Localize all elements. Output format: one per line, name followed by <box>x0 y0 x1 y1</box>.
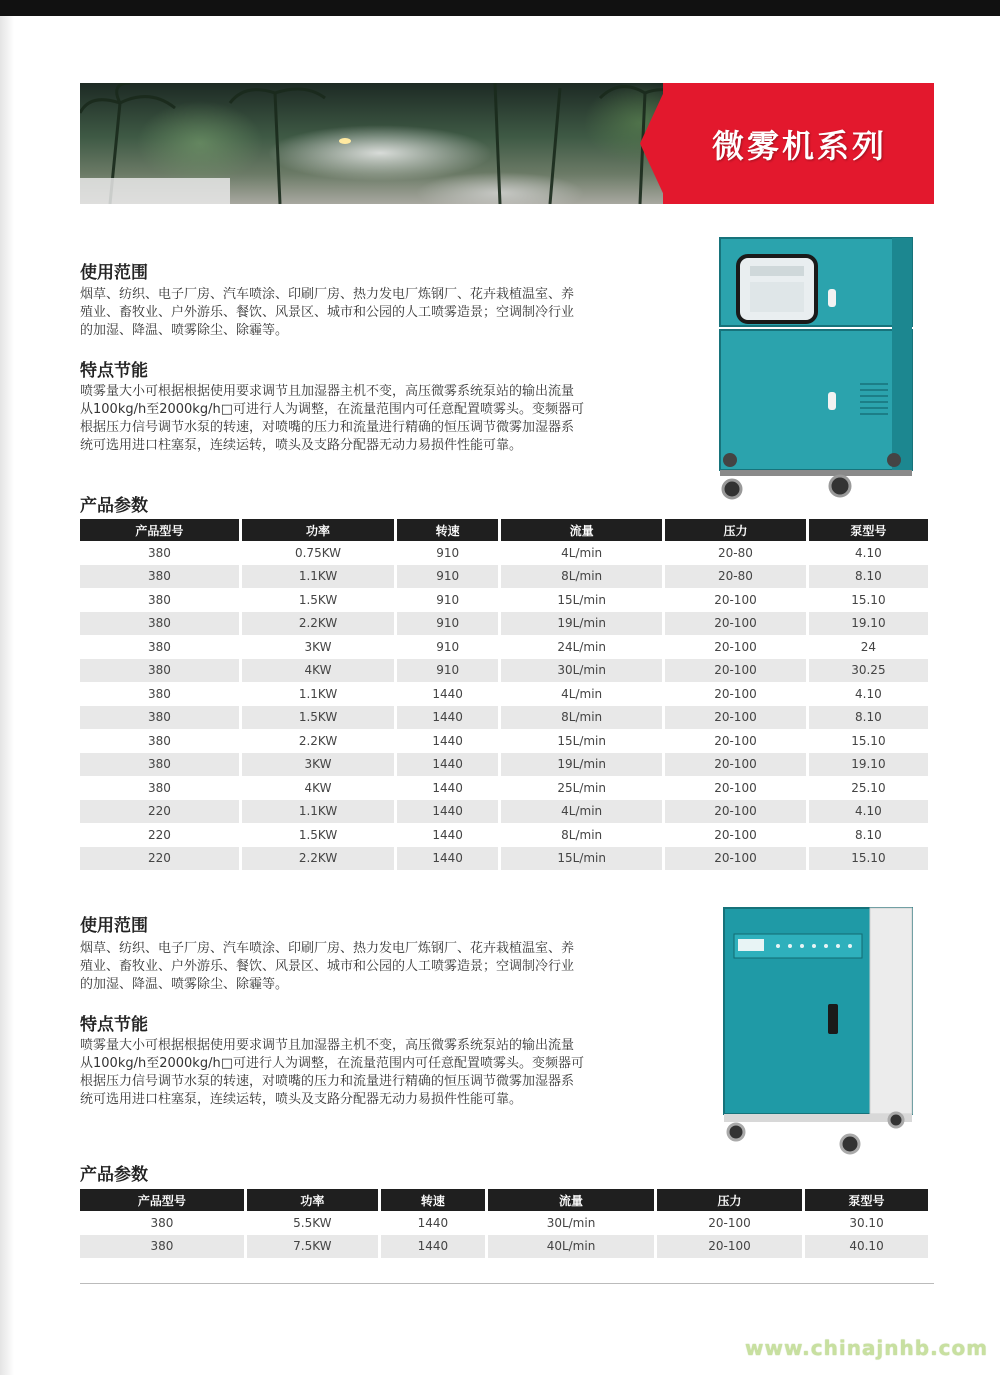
col-pressure: 压力 <box>665 519 806 541</box>
table-row <box>80 1211 928 1235</box>
cell-model: 380 <box>147 733 171 748</box>
cell-pressure: 20-100 <box>714 827 757 842</box>
cell-flow: 4L/min <box>561 545 603 560</box>
table-row <box>80 612 928 636</box>
cell-model: 380 <box>147 545 171 560</box>
cell-power: 4KW <box>242 659 394 683</box>
cell-model: 380 <box>147 686 171 701</box>
cell-speed: 1440 <box>432 780 463 795</box>
feature-line: 统可选用进口柱塞泵，连续运转，喷头及支路分配器无动力易损件性能可靠。 <box>80 438 523 453</box>
table-row <box>80 776 928 800</box>
table-header-row <box>80 519 928 541</box>
cell-flow: 8L/min <box>501 706 662 730</box>
table-row <box>80 682 928 706</box>
table-row <box>80 753 928 777</box>
cell-model: 380 <box>80 659 239 683</box>
cell-pump-model: 8.10 <box>855 827 882 842</box>
cell-power: 1.1KW <box>298 686 338 701</box>
cell-flow: 30L/min <box>501 659 662 683</box>
usage-heading-1: 使用范围 <box>80 263 148 283</box>
footer-divider <box>80 1283 934 1284</box>
cell-pump-model: 4.10 <box>855 545 882 560</box>
usage-text-2 <box>80 940 610 994</box>
cell-power: 3KW <box>304 639 332 654</box>
params-heading-2: 产品参数 <box>80 1165 148 1185</box>
cell-power: 1.1KW <box>242 565 394 589</box>
cell-power: 2.2KW <box>242 612 394 636</box>
cell-pump-model: 30.10 <box>849 1215 884 1230</box>
cell-flow: 15L/min <box>501 847 662 871</box>
cell-pressure: 20-100 <box>708 1215 751 1230</box>
table-row <box>80 635 928 659</box>
cell-power: 4KW <box>304 780 332 795</box>
cell-pressure: 20-100 <box>665 753 806 777</box>
cell-pump-model: 19.10 <box>809 753 928 777</box>
cell-pressure: 20-100 <box>714 639 757 654</box>
col-speed: 转速 <box>381 1189 485 1211</box>
banner-title: 微雾机系列 <box>712 127 888 165</box>
cell-speed: 1440 <box>397 706 498 730</box>
feature-line: 从100kg/h至2000kg/h□可进行人为调整，在流量范围内可任意配置喷雾头。变频器可 <box>80 1056 584 1071</box>
cell-pressure: 20-100 <box>714 686 757 701</box>
cell-power: 1.5KW <box>298 827 338 842</box>
cell-pump-model: 19.10 <box>809 612 928 636</box>
mist-machine-image-2 <box>720 906 920 1162</box>
cell-pressure: 20-100 <box>665 847 806 871</box>
cell-model: 380 <box>147 639 171 654</box>
cell-speed: 1440 <box>432 733 463 748</box>
cell-pressure: 20-100 <box>714 592 757 607</box>
cell-power: 0.75KW <box>294 545 342 560</box>
cell-speed: 910 <box>436 545 460 560</box>
table-row <box>80 659 928 683</box>
cell-pressure: 20-80 <box>665 565 806 589</box>
params-table-1 <box>77 519 931 870</box>
col-pressure: 压力 <box>657 1189 802 1211</box>
usage-line: 烟草、纺织、电子厂房、汽车喷涂、印刷厂房、热力发电厂炼钢厂、花卉栽植温室、养 <box>80 287 575 302</box>
cell-pressure: 20-100 <box>665 612 806 636</box>
cell-flow: 15L/min <box>557 592 606 607</box>
cell-model: 380 <box>147 592 171 607</box>
table-header-row <box>80 1189 928 1211</box>
cell-model: 380 <box>80 612 239 636</box>
cell-pump-model: 8.10 <box>809 565 928 589</box>
cell-flow: 15L/min <box>557 733 606 748</box>
cell-model: 380 <box>80 1235 244 1259</box>
cell-model: 380 <box>80 753 239 777</box>
feature-line: 根据压力信号调节水泵的转速，对喷嘴的压力和流量进行精确的恒压调节微雾加湿器系 <box>80 1074 575 1089</box>
feature-heading-2: 特点节能 <box>80 1015 148 1035</box>
feature-line: 喷雾量大小可根据根据使用要求调节且加湿器主机不变，高压微雾系统泵站的输出流量 <box>80 384 575 399</box>
cell-speed: 910 <box>397 565 498 589</box>
cell-speed: 1440 <box>381 1235 485 1259</box>
cell-pressure: 20-100 <box>665 800 806 824</box>
cell-speed: 910 <box>436 639 460 654</box>
cell-pump-model: 15.10 <box>851 733 886 748</box>
cell-power: 1.5KW <box>242 706 394 730</box>
cell-model: 220 <box>80 847 239 871</box>
cell-speed: 1440 <box>432 686 463 701</box>
cell-pressure: 20-80 <box>718 545 753 560</box>
feature-line: 从100kg/h至2000kg/h□可进行人为调整，在流量范围内可任意配置喷雾头。变频器可 <box>80 402 584 417</box>
cell-pump-model: 24 <box>860 639 877 654</box>
table-row <box>80 800 928 824</box>
usage-text-1 <box>80 286 610 340</box>
usage-line: 烟草、纺织、电子厂房、汽车喷涂、印刷厂房、热力发电厂炼钢厂、花卉栽植温室、养 <box>80 941 575 956</box>
col-speed: 转速 <box>397 519 498 541</box>
cell-pump-model: 15.10 <box>851 592 886 607</box>
cell-speed: 910 <box>436 592 460 607</box>
cell-pressure: 20-100 <box>665 706 806 730</box>
col-pump-model: 泵型号 <box>809 519 928 541</box>
feature-heading-1: 特点节能 <box>80 361 148 381</box>
cell-pressure: 20-100 <box>714 733 757 748</box>
cell-pressure: 20-100 <box>714 780 757 795</box>
usage-line: 殖业、畜牧业、户外游乐、餐饮、风景区、城市和公园的人工喷雾造景；空调制冷行业 <box>80 305 575 320</box>
cell-pump-model: 8.10 <box>809 706 928 730</box>
col-power: 功率 <box>247 1189 378 1211</box>
cell-model: 380 <box>147 780 171 795</box>
col-flow: 流量 <box>501 519 662 541</box>
cell-pump-model: 25.10 <box>851 780 886 795</box>
feature-text-1 <box>80 383 610 455</box>
cell-model: 220 <box>80 800 239 824</box>
table-row <box>80 541 928 565</box>
cell-flow: 8L/min <box>501 565 662 589</box>
cell-pressure: 20-100 <box>665 659 806 683</box>
feature-line: 喷雾量大小可根据根据使用要求调节且加湿器主机不变，高压微雾系统泵站的输出流量 <box>80 1038 575 1053</box>
cell-speed: 1440 <box>397 800 498 824</box>
params-table-2 <box>77 1189 931 1258</box>
mist-machine-image-1 <box>712 234 922 504</box>
table-row <box>80 1235 928 1259</box>
cell-speed: 1440 <box>397 753 498 777</box>
mist-garden-photo <box>80 83 700 204</box>
feature-line: 根据压力信号调节水泵的转速，对喷嘴的压力和流量进行精确的恒压调节微雾加湿器系 <box>80 420 575 435</box>
cell-model: 380 <box>80 706 239 730</box>
cell-model: 380 <box>150 1215 174 1230</box>
col-pump-model: 泵型号 <box>805 1189 928 1211</box>
usage-heading-2: 使用范围 <box>80 916 148 936</box>
cell-pump-model: 30.25 <box>809 659 928 683</box>
table-row <box>80 847 928 871</box>
params-heading-1: 产品参数 <box>80 496 148 516</box>
cell-power: 7.5KW <box>247 1235 378 1259</box>
page-edge-shadow <box>0 16 14 1375</box>
cell-power: 5.5KW <box>293 1215 332 1230</box>
cell-power: 2.2KW <box>242 847 394 871</box>
cell-pump-model: 4.10 <box>855 686 882 701</box>
cell-power: 2.2KW <box>298 733 338 748</box>
cell-flow: 30L/min <box>546 1215 596 1230</box>
usage-line: 的加湿、降温、喷雾除尘、除霾等。 <box>80 977 289 992</box>
col-model: 产品型号 <box>80 1189 244 1211</box>
cell-flow: 19L/min <box>501 753 662 777</box>
cell-pressure: 20-100 <box>657 1235 802 1259</box>
table-row <box>80 729 928 753</box>
cell-flow: 40L/min <box>488 1235 654 1259</box>
cell-speed: 1440 <box>432 827 463 842</box>
site-watermark: www.chinajnhb.com <box>745 1336 989 1360</box>
feature-line: 统可选用进口柱塞泵，连续运转，喷头及支路分配器无动力易损件性能可靠。 <box>80 1092 523 1107</box>
feature-text-2 <box>80 1037 610 1109</box>
cell-speed: 910 <box>397 659 498 683</box>
series-banner <box>80 83 934 204</box>
cell-flow: 24L/min <box>557 639 606 654</box>
cell-pump-model: 40.10 <box>805 1235 928 1259</box>
cell-speed: 1440 <box>417 1215 449 1230</box>
col-flow: 流量 <box>488 1189 654 1211</box>
cell-flow: 4L/min <box>561 686 603 701</box>
table-row <box>80 823 928 847</box>
cell-flow: 19L/min <box>501 612 662 636</box>
cell-pump-model: 15.10 <box>809 847 928 871</box>
table-row <box>80 706 928 730</box>
table-row <box>80 588 928 612</box>
cell-flow: 8L/min <box>561 827 603 842</box>
cell-power: 1.1KW <box>242 800 394 824</box>
cell-speed: 910 <box>397 612 498 636</box>
cell-flow: 4L/min <box>501 800 662 824</box>
cell-model: 220 <box>147 827 171 842</box>
cell-power: 1.5KW <box>298 592 338 607</box>
usage-line: 殖业、畜牧业、户外游乐、餐饮、风景区、城市和公园的人工喷雾造景；空调制冷行业 <box>80 959 575 974</box>
col-power: 功率 <box>242 519 394 541</box>
cell-pump-model: 4.10 <box>809 800 928 824</box>
cell-power: 3KW <box>242 753 394 777</box>
usage-line: 的加湿、降温、喷雾除尘、除霾等。 <box>80 323 289 338</box>
table-row <box>80 565 928 589</box>
col-model: 产品型号 <box>80 519 239 541</box>
top-border <box>0 0 1000 16</box>
cell-flow: 25L/min <box>557 780 606 795</box>
cell-speed: 1440 <box>397 847 498 871</box>
cell-model: 380 <box>80 565 239 589</box>
